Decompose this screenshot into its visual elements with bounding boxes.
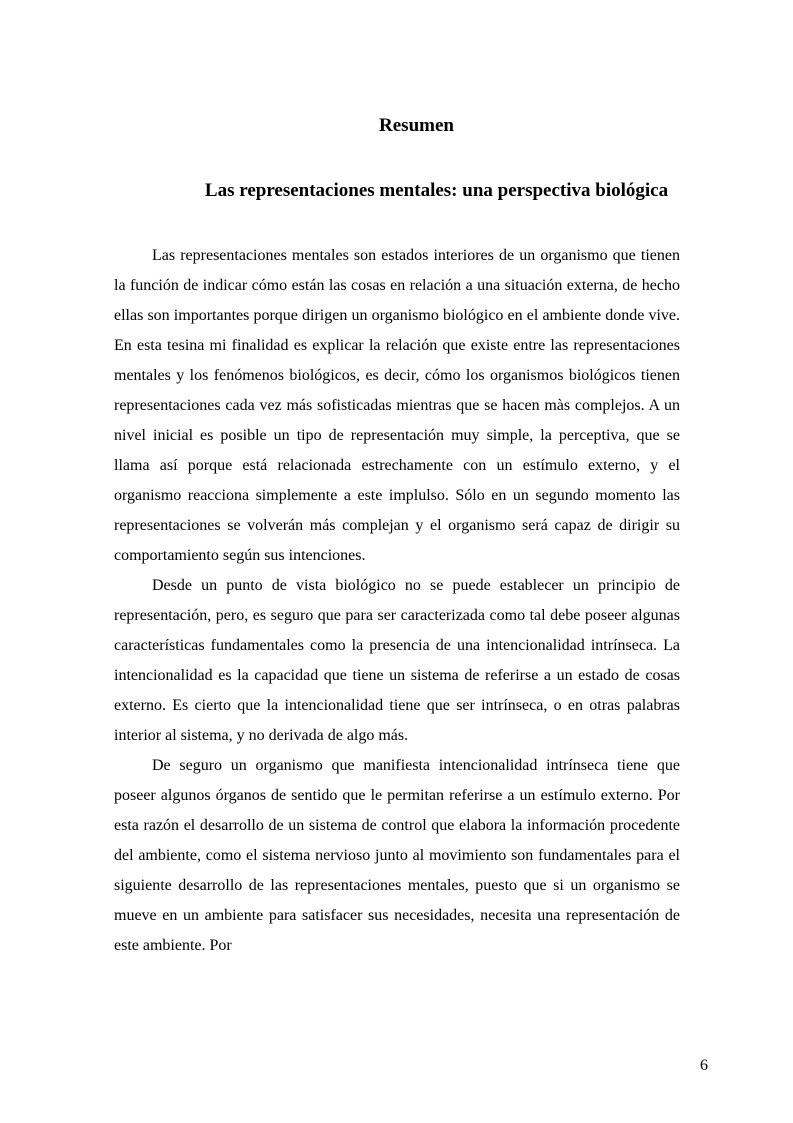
paragraph-1: Las representaciones mentales son estados interiores de un organismo que tienen la función de indicar cómo están las cosas en relación a una situación externa, de hecho ellas son importantes porque dirigen un organismo biológico en el ambiente donde vive. En esta tesina mi finalidad es explicar la relación que existe entre las representaciones mentales y los fenómenos biológicos, es decir, cómo los organismos biológicos tienen representaciones cada vez más sofisticadas mientras que se hacen màs complejos. A un nivel inicial es posible un tipo de representación muy simple, la perceptiva, que se llama así porque está relacionada estrechamente con un estímulo externo, y el organismo reacciona simplemente a este implulso. Sólo en un segundo momento las representaciones se volverán más complejan y el organismo será capaz de dirigir su comportamiento según sus intenciones.	[114, 247, 680, 564]
page-number: 6	[700, 1057, 708, 1074]
paragraph-2: Desde un punto de vista biológico no se puede establecer un principio de representación, pero, es seguro que para ser caracterizada como tal debe poseer algunas características fundamentales como la presencia de una intencionalidad intrínseca. La intencionalidad es la capacidad que tiene un sistema de referirse a un estado de cosas externo. Es cierto que la intencionalidad tiene que ser intrínseca, o en otras palabras interior al sistema, y no derivada de algo más.	[114, 577, 680, 744]
section-title: Resumen	[379, 115, 454, 136]
paragraph-3: De seguro un organismo que manifiesta intencionalidad intrínseca tiene que poseer algunos órganos de sentido que le permitan referirse a un estímulo externo. Por esta razón el desarrollo de un sistema de control que elabora la información procedente del ambiente, como el sistema nervioso junto al movimiento son fundamentales para el siguiente desarrollo de las representaciones mentales, puesto que si un organismo se mueve en un ambiente para satisfacer sus necesidades, necesita una representación de este ambiente. Por	[114, 757, 680, 954]
document-subtitle: Las representaciones mentales: una perspectiva biológica	[204, 180, 669, 201]
body-text	[114, 241, 680, 961]
